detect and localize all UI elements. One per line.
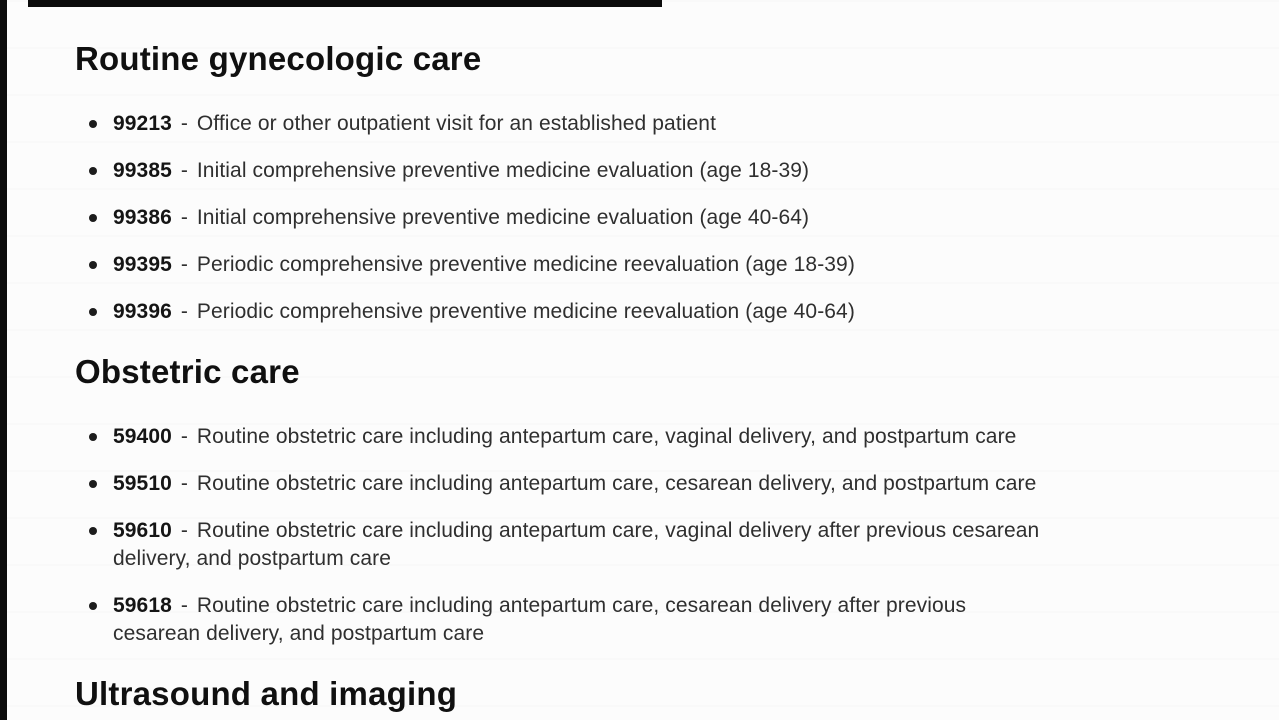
cpt-code: 59510	[113, 472, 172, 495]
cpt-code: 99213	[113, 112, 172, 135]
list-item	[75, 204, 1219, 232]
code-description: Periodic comprehensive preventive medicine reevaluation (age 40-64)	[196, 300, 855, 323]
bullet-icon	[89, 167, 97, 175]
code-list-obstetric	[75, 423, 1219, 648]
list-item	[75, 517, 1219, 573]
top-edge-scan-bar	[28, 0, 662, 7]
cpt-code: 99386	[113, 206, 172, 229]
section-heading-ultrasound: Ultrasound and imaging	[75, 675, 458, 712]
code-separator: -	[180, 112, 188, 135]
code-description: Initial comprehensive preventive medicine evaluation (age 40-64)	[196, 206, 810, 229]
list-item	[75, 470, 1219, 498]
bullet-icon	[89, 433, 97, 441]
code-description: Routine obstetric care including antepartum care, vaginal delivery, and postpartum care	[196, 425, 1017, 448]
code-description-line2: delivery, and postpartum care	[113, 547, 391, 570]
code-separator: -	[180, 425, 188, 448]
code-separator: -	[180, 253, 188, 276]
bullet-icon	[89, 527, 97, 535]
code-description: Routine obstetric care including antepartum care, cesarean delivery, and postpartum care	[196, 472, 1037, 495]
bullet-icon	[89, 261, 97, 269]
section-heading-obstetric: Obstetric care	[75, 353, 300, 390]
list-item	[75, 157, 1219, 185]
list-item	[75, 110, 1219, 138]
cpt-code: 59618	[113, 594, 172, 617]
code-description: Routine obstetric care including antepartum care, cesarean delivery after previous	[196, 594, 967, 617]
code-description: Initial comprehensive preventive medicine evaluation (age 18-39)	[196, 159, 810, 182]
list-item	[75, 423, 1219, 451]
code-separator: -	[180, 472, 188, 495]
bullet-icon	[89, 120, 97, 128]
cpt-code: 99385	[113, 159, 172, 182]
code-separator: -	[180, 159, 188, 182]
code-description: Office or other outpatient visit for an established patient	[196, 112, 717, 135]
bullet-icon	[89, 308, 97, 316]
code-separator: -	[180, 300, 188, 323]
list-item	[75, 298, 1219, 326]
section-heading-gynecologic: Routine gynecologic care	[75, 40, 482, 77]
bullet-icon	[89, 602, 97, 610]
cpt-code: 59610	[113, 519, 172, 542]
code-description-line2: cesarean delivery, and postpartum care	[113, 622, 485, 645]
code-separator: -	[180, 519, 188, 542]
code-separator: -	[180, 594, 188, 617]
document-content	[0, 40, 1279, 713]
code-separator: -	[180, 206, 188, 229]
code-description: Periodic comprehensive preventive medicine reevaluation (age 18-39)	[196, 253, 855, 276]
bullet-icon	[89, 480, 97, 488]
cpt-code: 99396	[113, 300, 172, 323]
list-item	[75, 592, 1219, 648]
code-list-gynecologic	[75, 110, 1219, 326]
list-item	[75, 251, 1219, 279]
cpt-code: 99395	[113, 253, 172, 276]
code-description: Routine obstetric care including antepartum care, vaginal delivery after previous cesarean	[196, 519, 1040, 542]
bullet-icon	[89, 214, 97, 222]
cpt-code: 59400	[113, 425, 172, 448]
left-edge-scan-bar	[0, 0, 7, 720]
